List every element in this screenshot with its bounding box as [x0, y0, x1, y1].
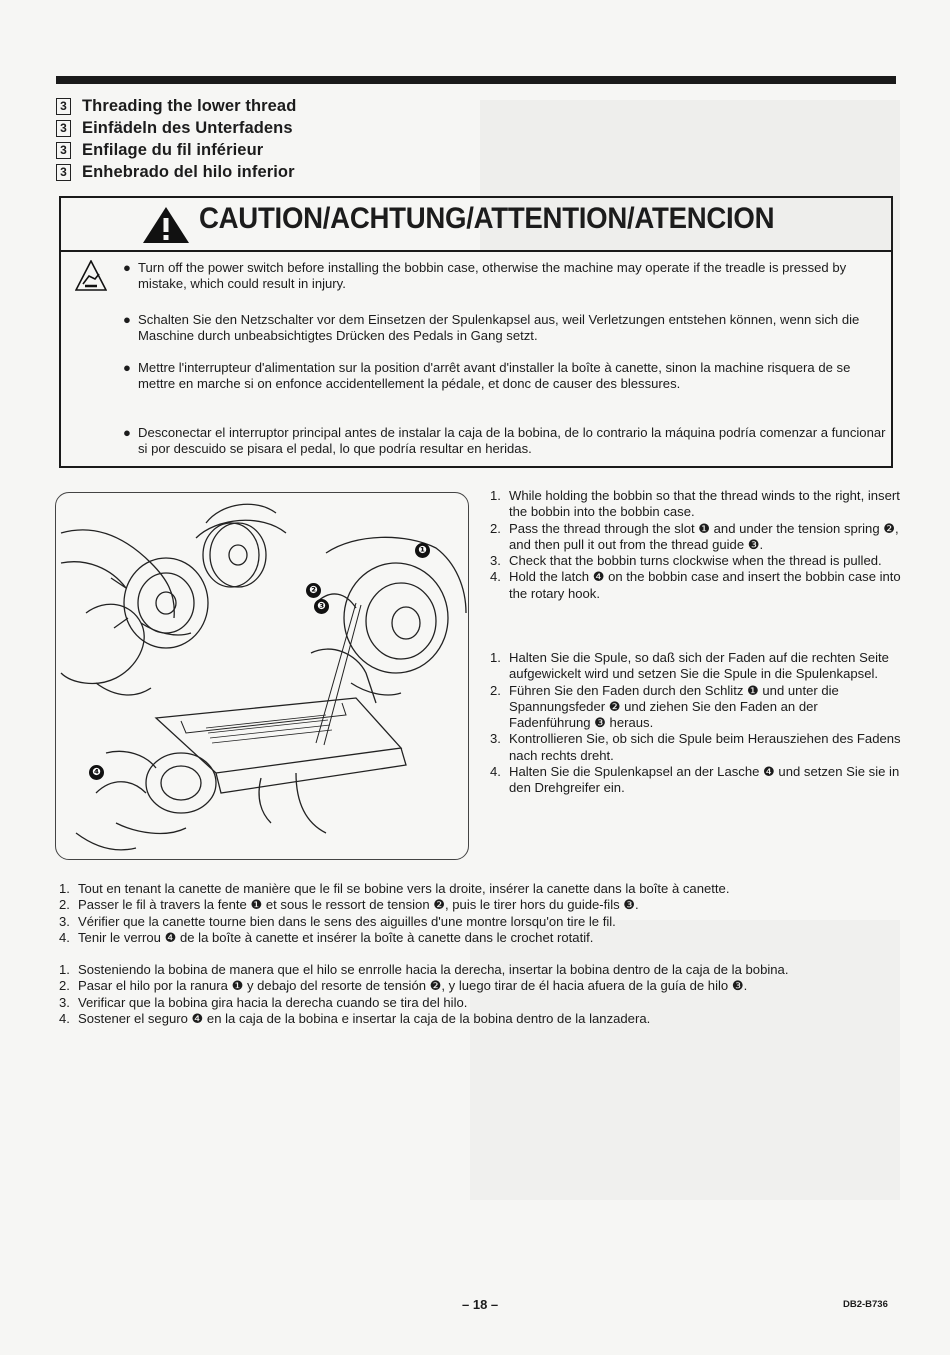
heading-row: [56, 139, 296, 161]
heading-row: [56, 161, 296, 183]
step-text: Vérifier que la canette tourne bien dans le sens des aiguilles d'une montre lorsqu'on tire le fil.: [78, 913, 616, 929]
step-number: 2.: [59, 897, 70, 913]
steps-french: [59, 881, 904, 946]
step-text: While holding the bobbin so that the thread winds to the right, insert the bobbin into the bobbin case.: [509, 488, 900, 520]
bullet-icon: ●: [123, 360, 131, 375]
section-number-box: 3: [56, 98, 71, 115]
step-text: Pass the thread through the slot ❶ and under the tension spring ❷, and then pull it out from the thread guide ❸.: [509, 520, 899, 552]
warning-item: [123, 425, 887, 457]
warning-triangle-icon: [142, 206, 190, 244]
heading-en: Threading the lower thread: [82, 96, 297, 115]
step-item: [490, 521, 902, 554]
step-text: Halten Sie die Spule, so daß sich der Faden auf die rechten Seite aufgewickelt wird und setzen Sie die Spule in die Spulenkapsel.: [509, 650, 889, 682]
section-number-box: 3: [56, 164, 71, 181]
step-item: [59, 1011, 904, 1027]
step-item: [59, 897, 904, 913]
step-text: Führen Sie den Faden durch den Schlitz ❶ und unter die Spannungsfeder ❷ und ziehen Sie den Faden an der Fadenführung ❸ heraus.: [509, 682, 839, 731]
warning-item: [123, 260, 887, 292]
caution-box: [59, 196, 893, 468]
step-item: [490, 683, 902, 732]
illustration-drawing: [56, 493, 469, 860]
step-item: [59, 881, 904, 897]
bobbin-case-illustration: [55, 492, 469, 860]
step-number: 3.: [490, 731, 501, 747]
step-number: 2.: [59, 978, 70, 994]
warning-text: Turn off the power switch before installing the bobbin case, otherwise the machine may operate if the treadle is pressed by mistake, which could result in injury.: [138, 260, 847, 291]
step-number: 1.: [59, 962, 70, 977]
page-number: – 18 –: [462, 1297, 499, 1312]
step-number: 1.: [59, 881, 70, 896]
steps-german: [490, 650, 902, 797]
step-text: Sosteniendo la bobina de manera que el hilo se enrrolle hacia la derecha, insertar la bobina dentro de la caja de la bobina.: [78, 962, 789, 977]
steps-english: [490, 488, 902, 602]
step-text: Tout en tenant la canette de manière que le fil se bobine vers la droite, insérer la canette dans la boîte à canette.: [78, 881, 730, 896]
step-text: Pasar el hilo por la ranura ❶ y debajo del resorte de tensión ❷, y luego tirar de él hacia afuera de la guía de hilo ❸.: [78, 978, 748, 994]
step-text: Hold the latch ❹ on the bobbin case and insert the bobbin case into the rotary hook.: [509, 569, 901, 601]
bullet-icon: ●: [123, 425, 131, 440]
step-number: 2.: [490, 682, 501, 698]
step-item: [59, 930, 904, 946]
warning-item: [123, 312, 887, 344]
bullet-icon: ●: [123, 260, 131, 275]
hand-pinch-warning-icon: [75, 260, 107, 298]
step-number: 1.: [490, 488, 501, 503]
section-number-box: 3: [56, 142, 71, 159]
heading-fr: Enfilage du fil inférieur: [82, 140, 264, 159]
step-number: 4.: [59, 1010, 70, 1026]
step-number: 1.: [490, 650, 501, 665]
step-item: [490, 569, 902, 602]
warning-item: [123, 360, 887, 392]
step-text: Kontrollieren Sie, ob sich die Spule beim Herausziehen des Fadens nach rechts dreht.: [509, 731, 901, 763]
step-item: [490, 764, 902, 797]
step-number: 3.: [59, 994, 70, 1010]
caution-header: [61, 198, 891, 252]
step-text: Tenir le verrou ❹ de la boîte à canette et insérer la boîte à canette dans le crochet rotatif.: [78, 929, 594, 945]
step-item: [59, 962, 904, 978]
section-number-box: 3: [56, 120, 71, 137]
step-text: Halten Sie die Spulenkapsel an der Lasche ❹ und setzen Sie sie in den Drehgreifer ein.: [509, 764, 900, 796]
warning-text: Desconectar el interruptor principal antes de instalar la caja de la bobina, de lo contrario la máquina podría comenzar a funcionar si por descuido se pisara el pedal, lo que podría resultar en heridas.: [138, 425, 886, 456]
callout-4-icon: ❹: [89, 765, 104, 780]
step-number: 4.: [490, 764, 501, 780]
heading-de: Einfädeln des Unterfadens: [82, 118, 293, 137]
step-number: 4.: [490, 569, 501, 585]
step-text: Sostener el seguro ❹ en la caja de la bobina e insertar la caja de la bobina dentro de la lanzadera.: [78, 1010, 651, 1026]
step-item: [490, 650, 902, 683]
step-item: [490, 488, 902, 521]
step-number: 3.: [490, 553, 501, 569]
step-number: 3.: [59, 913, 70, 929]
callout-3-icon: ❸: [314, 599, 329, 614]
steps-spanish: [59, 962, 904, 1027]
top-rule: [56, 76, 896, 84]
step-text: Passer le fil à travers la fente ❶ et sous le ressort de tension ❷, puis le tirer hors du guide-fils ❸.: [78, 897, 639, 913]
heading-es: Enhebrado del hilo inferior: [82, 162, 295, 181]
heading-row: [56, 117, 296, 139]
step-number: 4.: [59, 929, 70, 945]
warning-text: Mettre l'interrupteur d'alimentation sur la position d'arrêt avant d'installer la boîte à canette, sinon la machine risquera de se mettre en marche si on enfonce accidentellement la pédale, et donc de causer des blessures.: [138, 360, 851, 391]
caution-title: CAUTION/ACHTUNG/ATTENTION/ATENCION: [199, 202, 775, 235]
callout-2-icon: ❷: [306, 583, 321, 598]
bullet-icon: ●: [123, 312, 131, 327]
warning-text: Schalten Sie den Netzschalter vor dem Einsetzen der Spulenkapsel aus, weil Verletzungen entstehen können, wenn sich die Maschine durch unbeabsichtigtes Drücken des Pedals in Gang setzt.: [138, 312, 860, 343]
step-item: [490, 731, 902, 764]
step-item: [490, 553, 902, 569]
section-headings: [56, 95, 296, 183]
callout-1-icon: ❶: [415, 543, 430, 558]
step-text: Check that the bobbin turns clockwise when the thread is pulled.: [509, 553, 882, 569]
step-item: [59, 914, 904, 930]
step-text: Verificar que la bobina gira hacia la derecha cuando se tira del hilo.: [78, 994, 468, 1010]
step-item: [59, 995, 904, 1011]
step-item: [59, 978, 904, 994]
document-code: DB2-B736: [843, 1299, 888, 1310]
heading-row: [56, 95, 296, 117]
step-number: 2.: [490, 520, 501, 536]
